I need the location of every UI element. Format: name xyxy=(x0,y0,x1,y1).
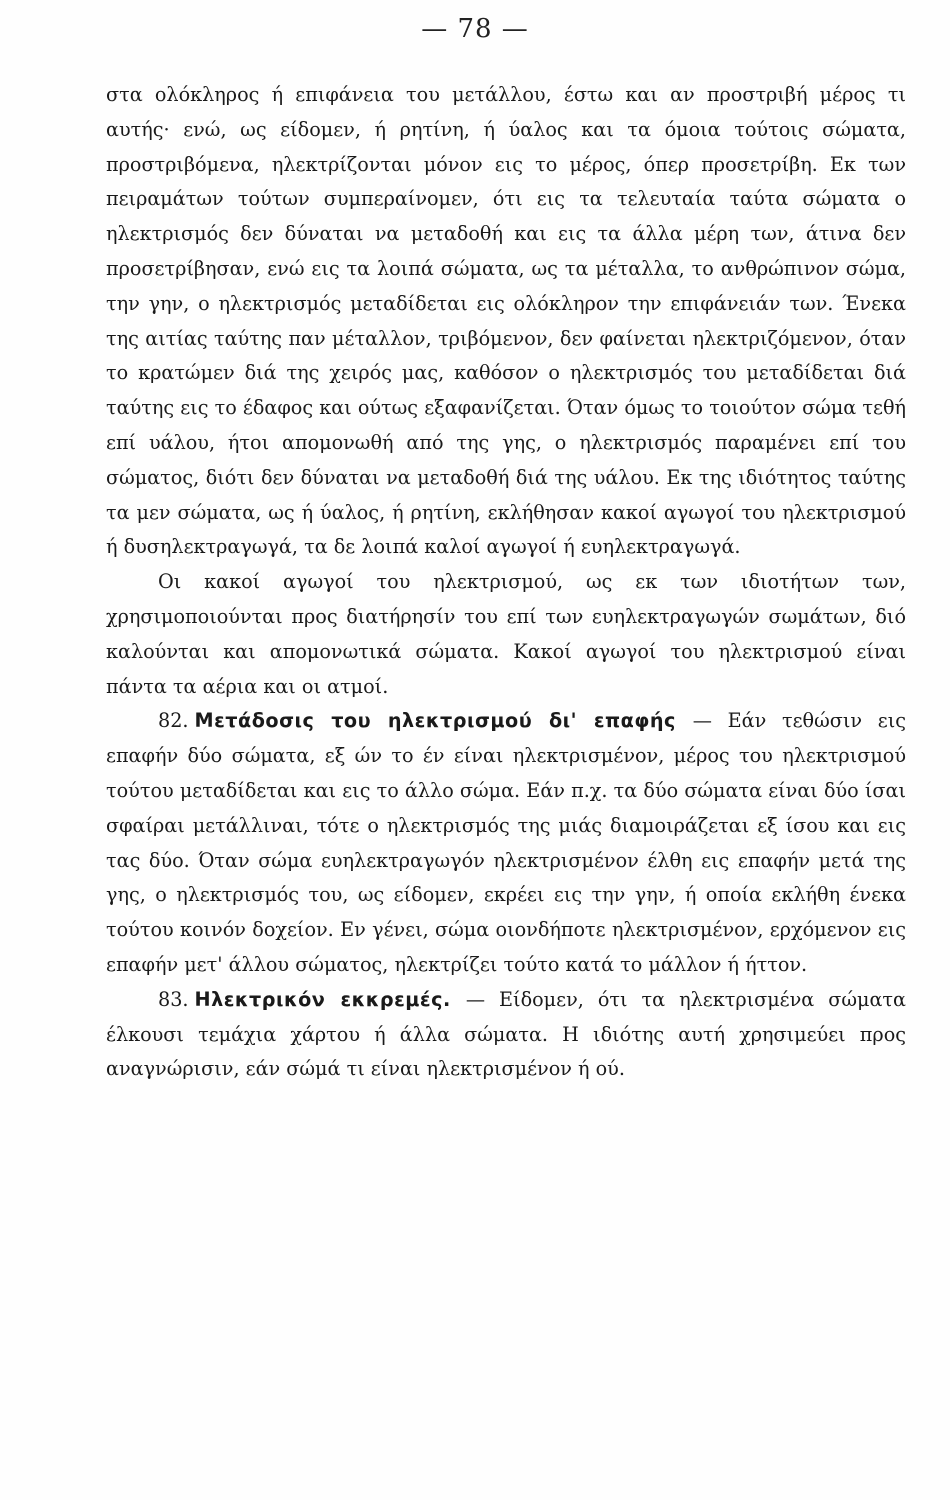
section-number: 83. xyxy=(158,987,189,1011)
page-body xyxy=(106,78,906,1087)
paragraph-text: στα ολόκληρος ή επιφάνεια του μετάλλου, έστω και αν προστριβή μέρος τι αυτής· ενώ, ως είδομεν, ή ρητίνη, ή ύαλος και τα όμοια τούτοις σώματα, προστριβόμενα, ηλεκτρίζονται μόνον εις το μέρος, όπερ προσετρίβη. Εκ των πειραμάτων τούτων συμπεραίνομεν, ότι εις τα τελευταία ταύτα σώματα ο ηλεκτρισμός δεν δύναται να μεταδοθή και εις τα άλλα μέρη των, άτινα δεν προσετρίβησαν, ενώ εις τα λοιπά σώματα, ως τα μέταλλα, το ανθρώπινον σώμα, την γην, ο ηλεκτρισμός μεταδίδεται εις ολόκληρον την επιφάνειάν των. Ένεκα της αιτίας ταύτης παν μέταλλον, τριβόμενον, δεν φαίνεται ηλεκτριζόμενον, όταν το κρατώμεν διά της χειρός μας, καθόσον ο ηλεκτρισμός του μεταδίδεται διά ταύτης εις το έδαφος και ούτως εξαφανίζεται. Όταν όμως το τοιούτον σώμα τεθή επί υάλου, ήτοι απομονωθή από της γης, ο ηλεκτρισμός παραμένει επί του σώματος, διότι δεν δύναται να μεταδοθή διά της υάλου. Εκ της ιδιότητος ταύτης τα μεν σώματα, ως ή ύαλος, ή ρητίνη, εκλήθησαν κακοί αγωγοί του ηλεκτρισμού ή δυσηλεκτραγωγά, τα δε λοιπά καλοί αγωγοί ή ευηλεκτραγωγά. xyxy=(106,83,906,559)
section-heading: Ηλεκτρικόν εκκρεμές. xyxy=(194,987,466,1011)
section-number: 82. xyxy=(158,709,189,733)
paragraph-insulators xyxy=(106,565,906,704)
paragraph-83 xyxy=(106,983,906,1087)
section-heading: Μετάδοσις του ηλεκτρισμού δι' επαφής xyxy=(194,709,693,733)
paragraph-text: — Εάν τεθώσιν εις επαφήν δύο σώματα, εξ ών το έν είναι ηλεκτρισμένον, μέρος του ηλεκτρισμού τούτου μεταδίδεται και εις το άλλο σώμα. Εάν π.χ. τα δύο σώματα είναι δύο ίσαι σφαίραι μετάλλιναι, τότε ο ηλεκτρισμός της μιάς διαμοιράζεται εξ ίσου και εις τας δύο. Όταν σώμα ευηλεκτραγωγόν ηλεκτρισμένον έλθη εις επαφήν μετά της γης, ο ηλεκτρισμός του, ως είδομεν, εκρέει εις την γην, ή οποία εκλήθη ένεκα τούτου κοινόν δοχείον. Εν γένει, σώμα οιονδήποτε ηλεκτρισμένον, ερχόμενον εις επαφήν μετ' άλλου σώματος, ηλεκτρίζει τούτο κατά το μάλλον ή ήττον. xyxy=(106,709,906,976)
page-number: — 78 — xyxy=(421,14,529,44)
paragraph-82 xyxy=(106,704,906,982)
paragraph-text: — Είδομεν, ότι τα ηλεκτρισμένα σώματα έλκουσι τεμάχια χάρτου ή άλλα σώματα. Η ιδιότης αυτή χρησιμεύει προς αναγνώρισιν, εάν σώμά τι είναι ηλεκτρισμένον ή ού. xyxy=(106,987,906,1081)
paragraph-text: Οι κακοί αγωγοί του ηλεκτρισμού, ως εκ των ιδιοτήτων των, χρησιμοποιούνται προς διατήρησίν του επί των ευηλεκτραγωγών σωμάτων, διό καλούνται και απομονωτικά σώματα. Κακοί αγωγοί του ηλεκτρισμού είναι πάντα τα αέρια και οι ατμοί. xyxy=(106,570,906,698)
paragraph-conduction xyxy=(106,78,906,565)
